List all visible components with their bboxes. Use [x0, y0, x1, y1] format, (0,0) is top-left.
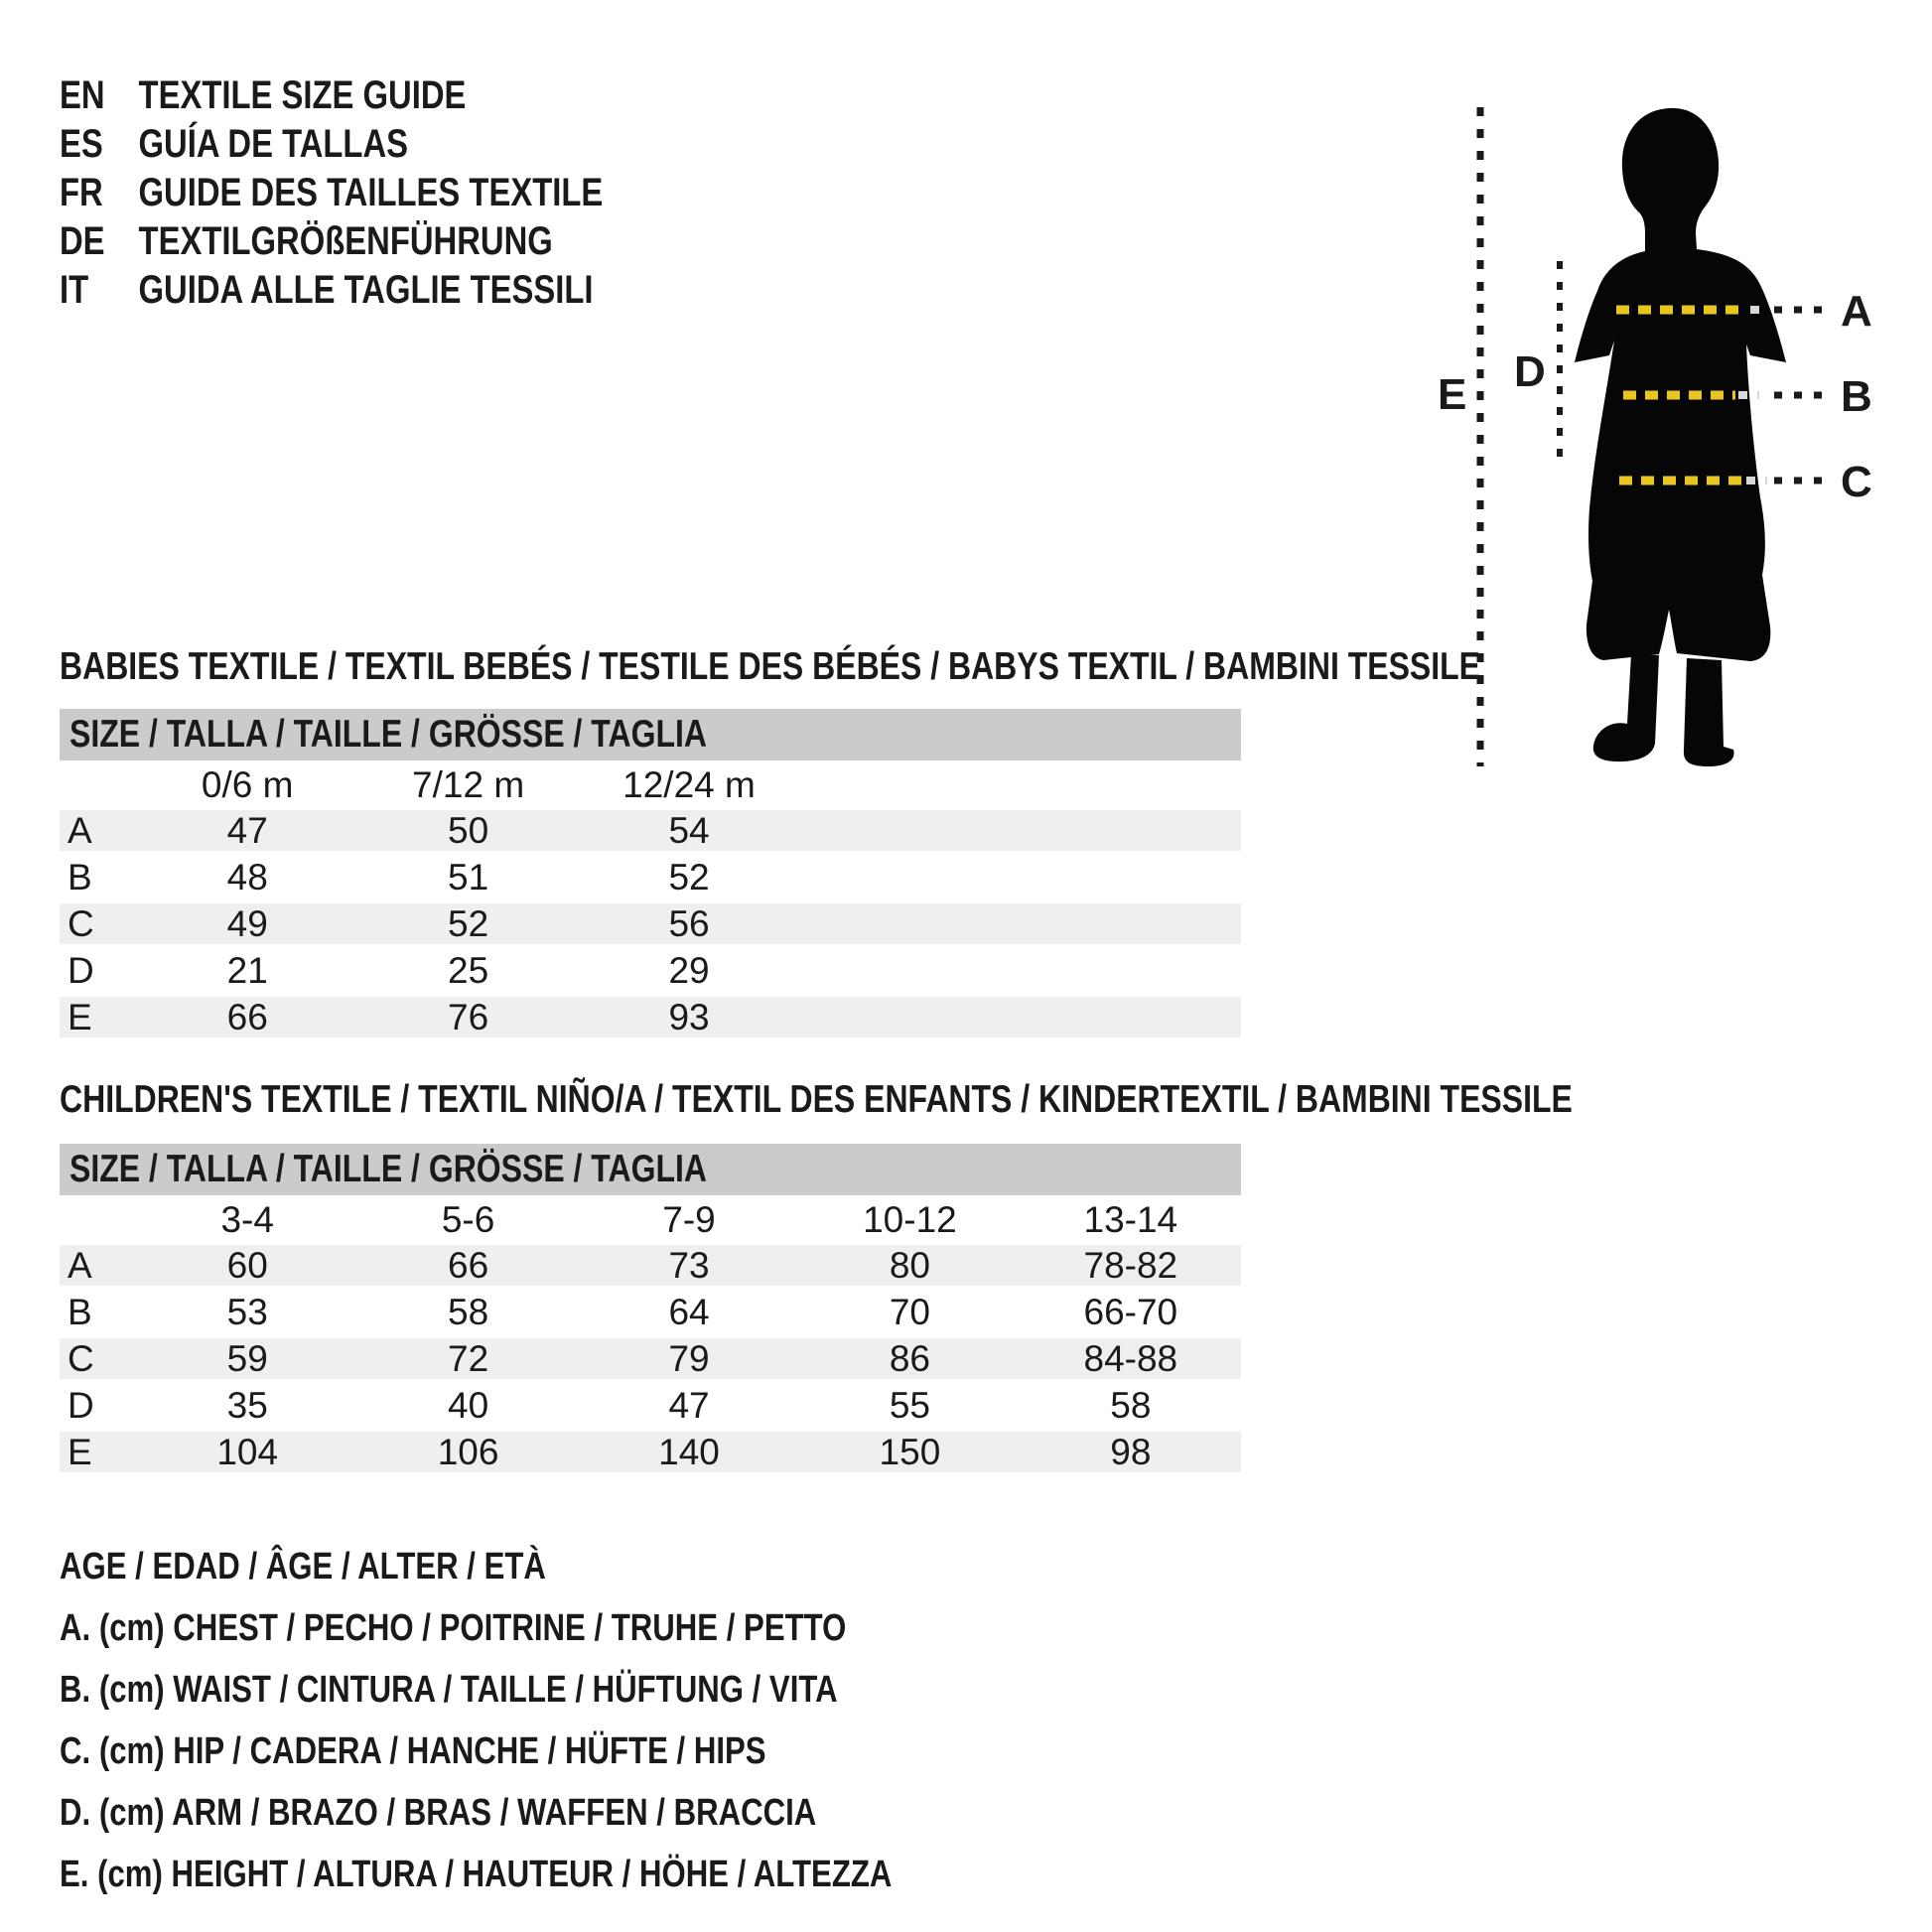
table-cell: 58 [1110, 1384, 1152, 1426]
table-row [60, 810, 1241, 851]
table-cell: 59 [226, 1337, 268, 1379]
table-cell: 64 [668, 1291, 710, 1332]
child-torso-shape [1575, 108, 1786, 661]
table-cell: 106 [437, 1431, 499, 1472]
table-cell: 47 [226, 809, 268, 851]
language-row [60, 169, 603, 217]
row-letter: C [68, 902, 94, 944]
table-cell: 73 [668, 1244, 710, 1286]
language-name: GUIDA ALLE TAGLIE TESSILI [138, 268, 594, 312]
size-header-label: SIZE / TALLA / TAILLE / GRÖSSE / TAGLIA [69, 713, 707, 756]
table-cell: 49 [226, 902, 268, 944]
column-header-cell: 7/12 m [412, 764, 525, 805]
language-code: ES [60, 122, 103, 166]
language-code: IT [60, 268, 89, 312]
table-row [60, 950, 1241, 991]
table-cell: 52 [668, 856, 710, 897]
table-cell: 52 [448, 902, 489, 944]
table-row [60, 857, 1241, 897]
table-row [60, 1245, 1241, 1286]
column-header-cell: 7-9 [662, 1199, 716, 1240]
legend-arm-line: D. (cm) ARM / BRAZO / BRAS / WAFFEN / BRACCIA [60, 1791, 817, 1834]
table-cell: 140 [658, 1431, 720, 1472]
table-cell: 35 [226, 1384, 268, 1426]
language-code: EN [60, 73, 105, 117]
legend-age-line: AGE / EDAD / ÂGE / ALTER / ETÀ [60, 1545, 546, 1587]
legend-waist-line: B. (cm) WAIST / CINTURA / TAILLE / HÜFTUNG / VITA [60, 1668, 838, 1711]
row-letter: A [68, 809, 92, 851]
table-cell: 70 [889, 1291, 930, 1332]
child-right-leg-shape [1684, 658, 1734, 766]
size-header-bar [60, 1144, 1241, 1195]
row-letter: B [68, 1291, 92, 1332]
table-cell: 78-82 [1083, 1244, 1178, 1286]
column-header-cell: 0/6 m [201, 764, 294, 805]
table-cell: 84-88 [1083, 1337, 1178, 1379]
language-name: GUIDE DES TAILLES TEXTILE [138, 171, 604, 214]
language-name: TEXTILGRÖßENFÜHRUNG [138, 219, 553, 263]
table-cell: 98 [1110, 1431, 1152, 1472]
row-letter: E [68, 996, 92, 1037]
table-cell: 54 [668, 809, 710, 851]
children-size-table [60, 1144, 1241, 1478]
table-cell: 51 [448, 856, 489, 897]
table-row [60, 1292, 1241, 1332]
language-row [60, 217, 603, 266]
language-list [60, 71, 722, 315]
row-letter: B [68, 856, 92, 897]
table-cell: 86 [889, 1337, 930, 1379]
babies-section-title: BABIES TEXTILE / TEXTIL BEBÉS / TESTILE DES BÉBÉS / BABYS TEXTIL / BAMBINI TESSILE [60, 645, 1481, 688]
table-cell: 60 [226, 1244, 268, 1286]
row-letter: A [68, 1244, 92, 1286]
table-cell: 66 [226, 996, 268, 1037]
legend-chest-line: A. (cm) CHEST / PECHO / POITRINE / TRUHE / PETTO [60, 1606, 847, 1649]
table-cell: 48 [226, 856, 268, 897]
table-cell: 25 [448, 949, 489, 991]
column-header-cell: 13-14 [1083, 1199, 1178, 1240]
column-header-cell: 5-6 [441, 1199, 495, 1240]
table-cell: 79 [668, 1337, 710, 1379]
column-header-cell: 12/24 m [622, 764, 756, 805]
row-letter: D [68, 949, 94, 991]
table-row [60, 903, 1241, 944]
children-section-title: CHILDREN'S TEXTILE / TEXTIL NIÑO/A / TEXTIL DES ENFANTS / KINDERTEXTIL / BAMBINI TESSILE [60, 1078, 1573, 1121]
table-cell: 50 [448, 809, 489, 851]
size-header-label: SIZE / TALLA / TAILLE / GRÖSSE / TAGLIA [69, 1148, 707, 1190]
language-code: DE [60, 219, 105, 263]
legend-hip-line: C. (cm) HIP / CADERA / HANCHE / HÜFTE / HIPS [60, 1729, 766, 1772]
column-header-row [60, 1195, 1241, 1245]
child-left-leg-shape [1593, 654, 1659, 761]
table-cell: 150 [879, 1431, 941, 1472]
table-row [60, 1338, 1241, 1379]
table-cell: 47 [668, 1384, 710, 1426]
language-row [60, 71, 603, 120]
language-row [60, 266, 603, 315]
table-cell: 40 [448, 1384, 489, 1426]
table-row [60, 997, 1241, 1037]
arm-measure-label: D [1514, 347, 1546, 396]
table-cell: 66-70 [1083, 1291, 1178, 1332]
table-cell: 76 [448, 996, 489, 1037]
language-row [60, 120, 603, 169]
language-name: GUÍA DE TALLAS [138, 122, 409, 166]
legend-height-line: E. (cm) HEIGHT / ALTURA / HAUTEUR / HÖHE / ALTEZZA [60, 1853, 893, 1895]
height-measure-label: E [1438, 370, 1467, 419]
measurement-legend [60, 1536, 1074, 1905]
child-silhouette-figure [1420, 60, 1932, 834]
table-cell: 56 [668, 902, 710, 944]
table-cell: 80 [889, 1244, 930, 1286]
babies-size-table [60, 709, 1241, 1043]
hip-measure-label: C [1841, 458, 1872, 506]
column-header-cell: 3-4 [220, 1199, 274, 1240]
column-header-cell: 10-12 [863, 1199, 957, 1240]
language-code: FR [60, 171, 103, 214]
size-header-bar [60, 709, 1241, 760]
table-row [60, 1385, 1241, 1426]
language-name: TEXTILE SIZE GUIDE [138, 73, 467, 117]
table-cell: 21 [226, 949, 268, 991]
table-cell: 29 [668, 949, 710, 991]
table-cell: 55 [889, 1384, 930, 1426]
waist-measure-label: B [1841, 372, 1872, 421]
table-cell: 72 [448, 1337, 489, 1379]
child-body-silhouette [1575, 108, 1786, 766]
table-cell: 58 [448, 1291, 489, 1332]
chest-measure-label: A [1841, 287, 1872, 336]
column-header-row [60, 760, 1241, 810]
row-letter: D [68, 1384, 94, 1426]
table-cell: 66 [448, 1244, 489, 1286]
table-cell: 104 [216, 1431, 279, 1472]
table-cell: 93 [668, 996, 710, 1037]
table-cell: 53 [226, 1291, 268, 1332]
table-row [60, 1432, 1241, 1472]
row-letter: E [68, 1431, 92, 1472]
row-letter: C [68, 1337, 94, 1379]
